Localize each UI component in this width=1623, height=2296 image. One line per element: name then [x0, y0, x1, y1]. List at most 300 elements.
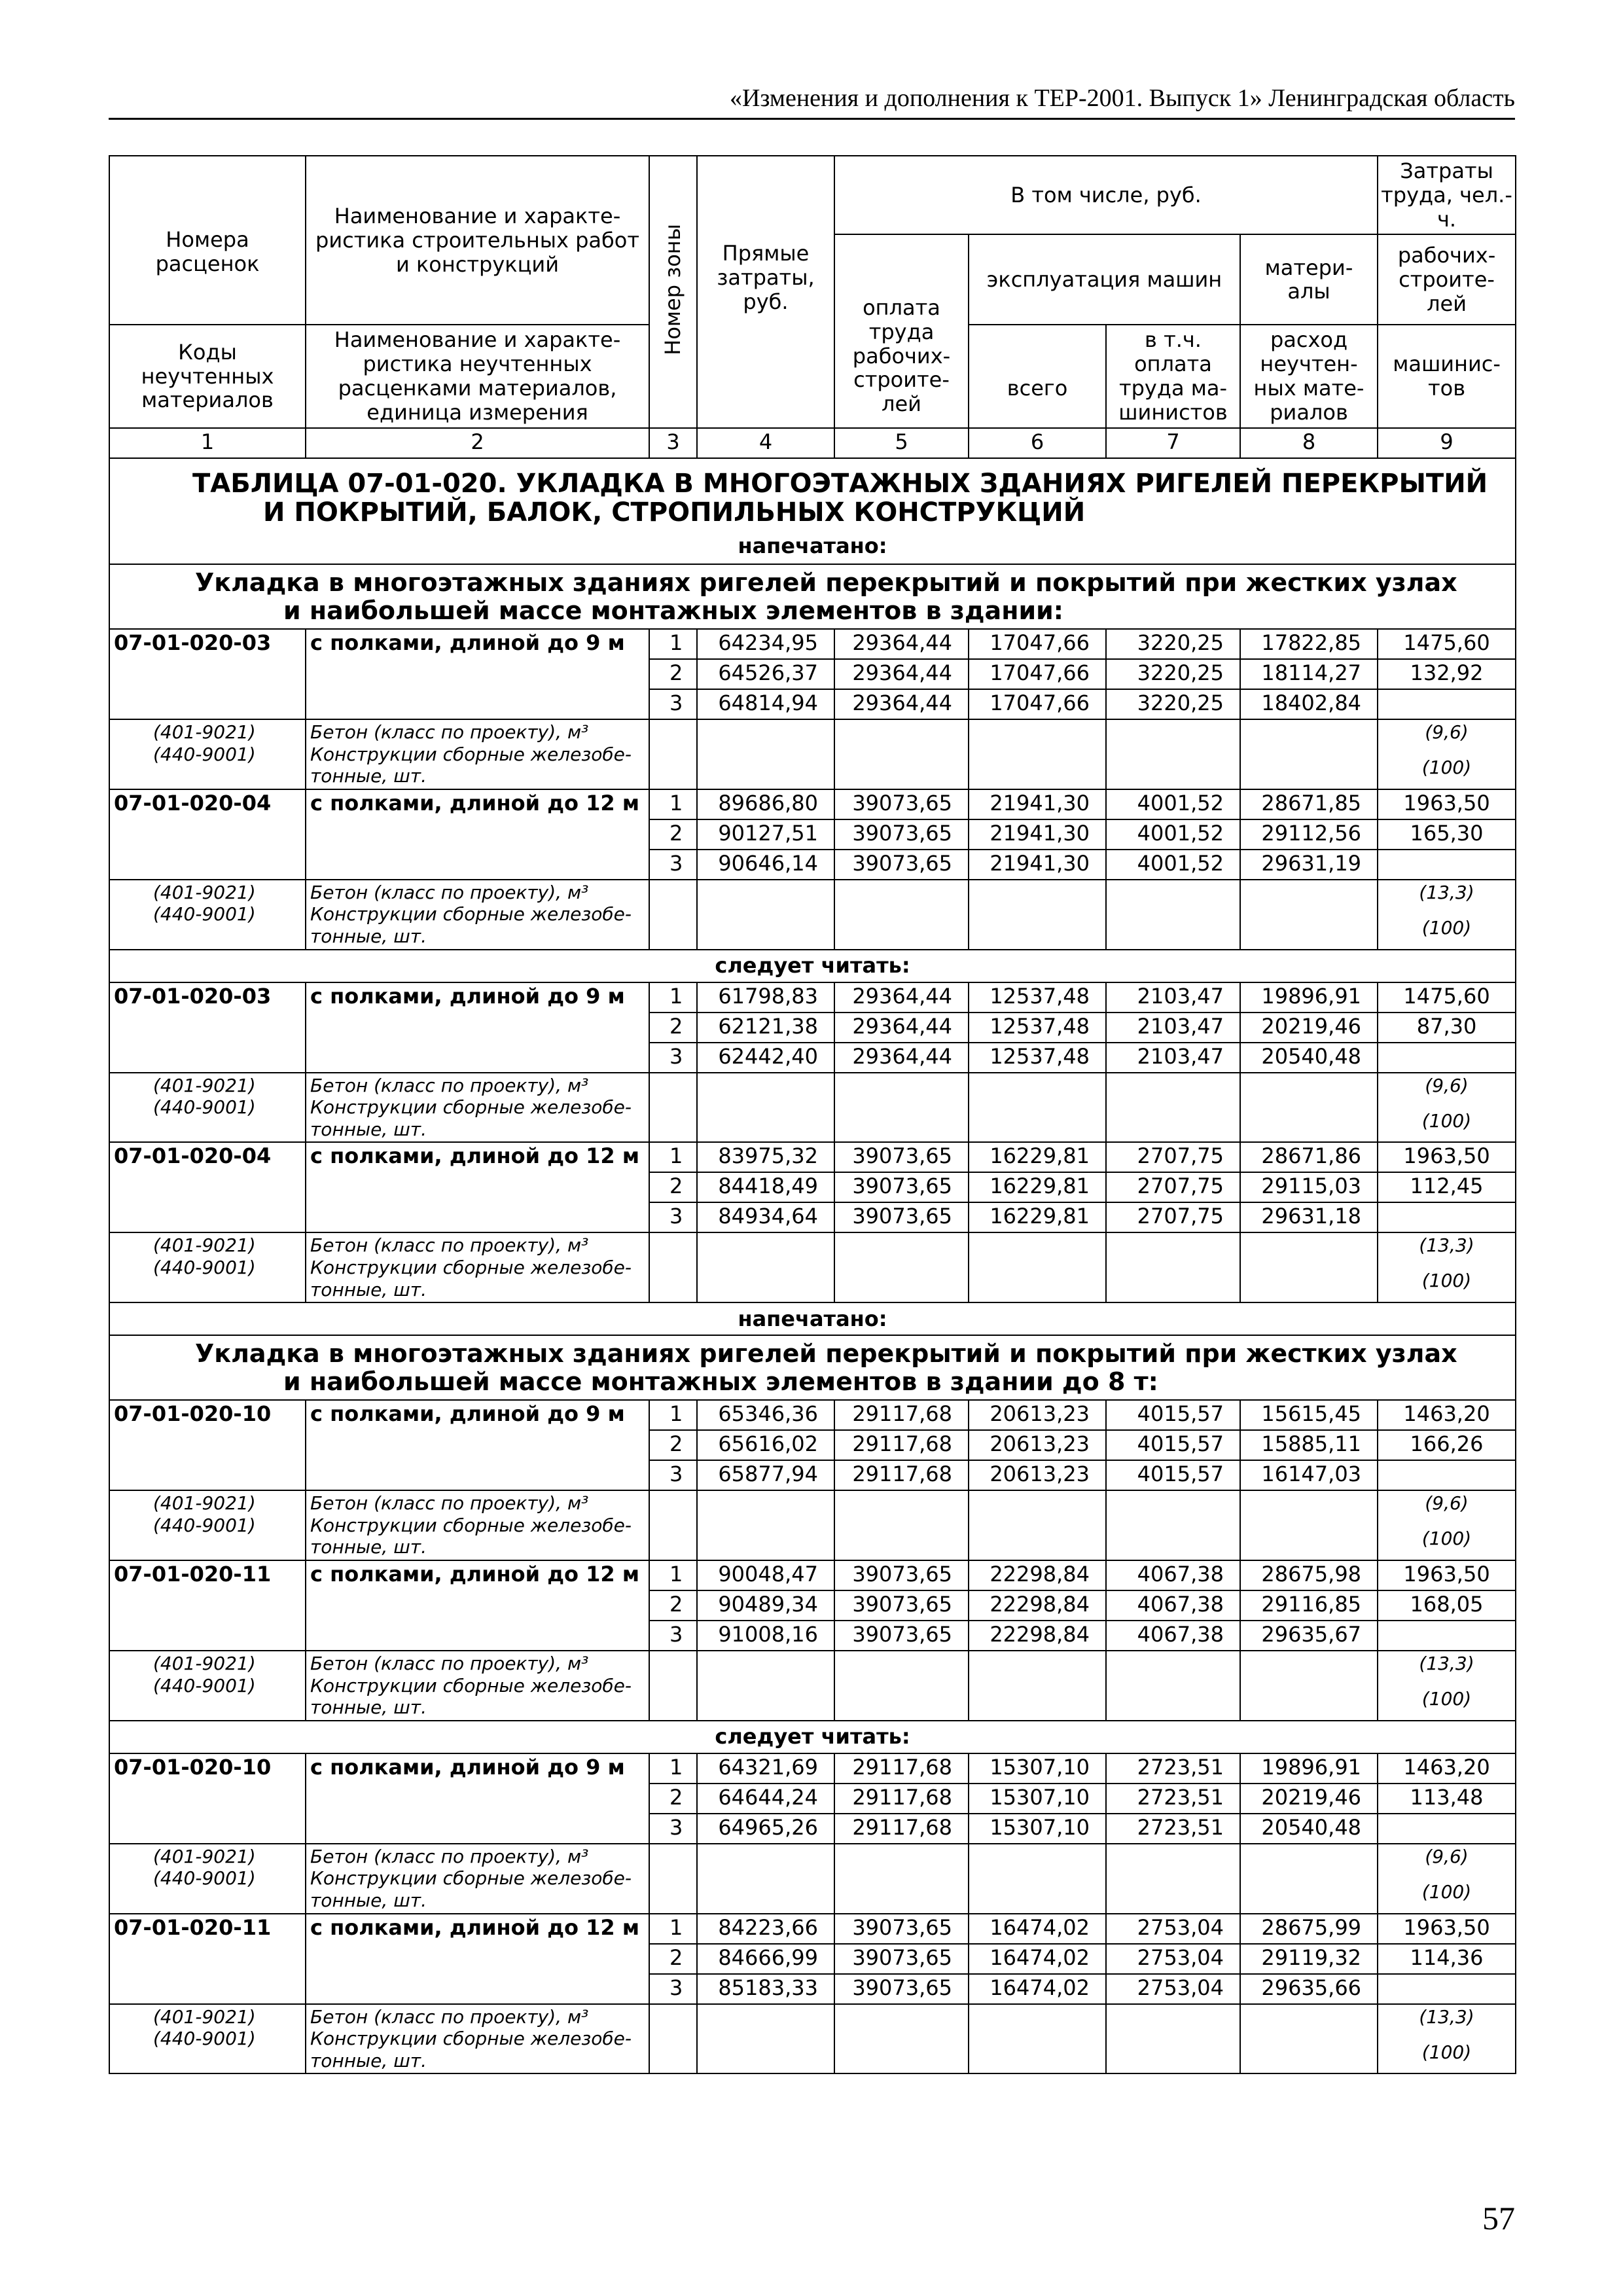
value-cell-mat: 20540,48	[1240, 1814, 1378, 1844]
empty-cell	[1240, 2004, 1378, 2074]
value-cell-direct: 90489,34	[697, 1590, 834, 1621]
value-cell-mach: 16229,81	[969, 1202, 1106, 1232]
section-heading	[109, 1335, 1516, 1400]
value-cell-machpay: 4015,57	[1106, 1400, 1240, 1430]
value-cell-pay: 39073,65	[834, 1142, 969, 1172]
empty-cell	[1106, 1232, 1240, 1302]
material-names	[306, 880, 649, 950]
material-name: Бетон (класс по проекту), м³	[310, 1074, 589, 1096]
empty-cell	[649, 1844, 697, 1914]
value-cell-mat: 18402,84	[1240, 689, 1378, 719]
section-heading-row	[109, 1335, 1516, 1400]
empty-cell	[697, 1844, 834, 1914]
material-names	[306, 1490, 649, 1560]
empty-cell	[649, 2004, 697, 2074]
empty-cell	[1106, 1490, 1240, 1560]
empty-cell	[834, 719, 969, 789]
value-cell-pay: 29117,68	[834, 1753, 969, 1784]
col2-bottom-header: Наименование и характе-ристика неучтенных расценками материалов, единица измерения	[306, 325, 649, 427]
material-code: (440-9001)	[153, 1096, 256, 1119]
zone-cell: 1	[649, 1753, 697, 1784]
value-cell-pay: 39073,65	[834, 1621, 969, 1651]
zone-cell: 2	[649, 1013, 697, 1043]
material-code: (440-9001)	[153, 1674, 256, 1696]
table-row	[109, 789, 1516, 819]
value-cell-direct: 84223,66	[697, 1914, 834, 1944]
material-name: Конструкции сборные железобе-тонные, шт.	[310, 743, 632, 787]
value-cell-mat: 29631,18	[1240, 1202, 1378, 1232]
work-name: с полками, длиной до 9 м	[306, 1753, 649, 1844]
work-name: с полками, длиной до 9 м	[306, 629, 649, 719]
col1-bottom-header: Коды неучтенных материалов	[109, 325, 306, 427]
value-cell-mat: 29112,56	[1240, 819, 1378, 850]
material-codes	[109, 1651, 306, 1721]
value-cell-labor: 1463,20	[1378, 1400, 1516, 1430]
value-cell-direct: 90048,47	[697, 1560, 834, 1590]
empty-cell	[649, 1490, 697, 1560]
material-code: (440-9001)	[153, 1514, 256, 1536]
value-cell-mach: 17047,66	[969, 659, 1106, 689]
value-cell-mat: 20219,46	[1240, 1784, 1378, 1814]
material-name: Конструкции сборные железобе-тонные, шт.	[310, 1514, 632, 1558]
material-name: Конструкции сборные железобе-тонные, шт.	[310, 1674, 632, 1719]
zone-cell: 3	[649, 689, 697, 719]
empty-cell	[649, 1232, 697, 1302]
workers-pay-header: оплата труда рабочих-строите-лей	[834, 234, 969, 427]
empty-cell	[697, 880, 834, 950]
material-names	[306, 1844, 649, 1914]
empty-cell	[969, 1232, 1106, 1302]
zone-cell: 3	[649, 1974, 697, 2004]
value-cell-machpay: 3220,25	[1106, 689, 1240, 719]
workers-labor-header: рабочих-строите-лей	[1378, 234, 1516, 325]
material-quantity: (13,3)	[1419, 881, 1474, 903]
value-cell-machpay: 4015,57	[1106, 1430, 1240, 1460]
value-cell-pay: 39073,65	[834, 850, 969, 880]
status-label: следует читать:	[109, 1721, 1516, 1753]
empty-cell	[649, 1651, 697, 1721]
material-quantities	[1378, 1232, 1516, 1302]
zone-cell: 3	[649, 1202, 697, 1232]
empty-cell	[834, 1844, 969, 1914]
printed-label: напечатано:	[109, 531, 1516, 564]
value-cell-machpay: 2103,47	[1106, 1043, 1240, 1073]
value-cell-pay: 39073,65	[834, 1590, 969, 1621]
zone-cell: 2	[649, 1172, 697, 1202]
value-cell-pay: 39073,65	[834, 1974, 969, 2004]
value-cell-labor: 87,30	[1378, 1013, 1516, 1043]
value-cell-direct: 65346,36	[697, 1400, 834, 1430]
col2-top-header: Наименование и характе-ристика строительных работ и конструкций	[306, 156, 649, 325]
material-name: Бетон (класс по проекту), м³	[310, 1845, 589, 1867]
material-quantity: (9,6)	[1425, 1845, 1469, 1867]
empty-cell	[969, 1651, 1106, 1721]
status-label: напечатано:	[109, 1302, 1516, 1335]
value-cell-labor: 1475,60	[1378, 629, 1516, 659]
material-code: (401-9021)	[153, 1234, 256, 1257]
empty-cell	[834, 1651, 969, 1721]
material-name: Бетон (класс по проекту), м³	[310, 881, 589, 903]
work-name: с полками, длиной до 9 м	[306, 1400, 649, 1490]
column-number: 2	[306, 428, 649, 458]
materials-row	[109, 2004, 1516, 2074]
value-cell-pay: 39073,65	[834, 819, 969, 850]
status-row	[109, 950, 1516, 982]
value-cell-mach: 16474,02	[969, 1974, 1106, 2004]
value-cell-pay: 39073,65	[834, 1914, 969, 1944]
table-title-row	[109, 458, 1516, 532]
value-cell-mach: 12537,48	[969, 1043, 1106, 1073]
rate-code: 07-01-020-10	[109, 1400, 306, 1490]
zone-number-header	[649, 156, 697, 428]
material-quantity: (100)	[1421, 1109, 1472, 1132]
zone-number-label: Номер зоны	[660, 223, 686, 355]
material-codes	[109, 1073, 306, 1143]
value-cell-machpay: 2103,47	[1106, 982, 1240, 1013]
value-cell-labor	[1378, 1974, 1516, 2004]
column-number: 8	[1240, 428, 1378, 458]
material-code: (401-9021)	[153, 1845, 256, 1867]
material-codes	[109, 719, 306, 789]
material-quantity: (9,6)	[1425, 721, 1469, 744]
value-cell-mat: 19896,91	[1240, 982, 1378, 1013]
value-cell-pay: 29364,44	[834, 659, 969, 689]
section-heading-line2: и наибольшей массе монтажных элементов в здании:	[283, 596, 1063, 625]
value-cell-mat: 17822,85	[1240, 629, 1378, 659]
value-cell-pay: 39073,65	[834, 1172, 969, 1202]
value-cell-direct: 84934,64	[697, 1202, 834, 1232]
column-number: 6	[969, 428, 1106, 458]
zone-cell: 2	[649, 1944, 697, 1974]
empty-cell	[969, 719, 1106, 789]
material-quantities	[1378, 1844, 1516, 1914]
zone-cell: 1	[649, 1142, 697, 1172]
value-cell-machpay: 2753,04	[1106, 1914, 1240, 1944]
rate-code: 07-01-020-11	[109, 1560, 306, 1651]
value-cell-mach: 20613,23	[969, 1400, 1106, 1430]
incl-header: В том числе, руб.	[834, 156, 1378, 234]
table-title	[109, 458, 1516, 532]
zone-cell: 2	[649, 1590, 697, 1621]
value-cell-direct: 64965,26	[697, 1814, 834, 1844]
zone-cell: 1	[649, 789, 697, 819]
section-heading-row	[109, 564, 1516, 629]
col1-top-header: Номера расценок	[109, 156, 306, 325]
empty-cell	[834, 880, 969, 950]
work-name: с полками, длиной до 12 м	[306, 789, 649, 880]
value-cell-direct: 61798,83	[697, 982, 834, 1013]
value-cell-mach: 12537,48	[969, 1013, 1106, 1043]
value-cell-direct: 65616,02	[697, 1430, 834, 1460]
work-name: с полками, длиной до 12 м	[306, 1142, 649, 1232]
empty-cell	[834, 1490, 969, 1560]
empty-cell	[697, 1073, 834, 1143]
table-row	[109, 1142, 1516, 1172]
empty-cell	[969, 1844, 1106, 1914]
value-cell-mat: 29635,67	[1240, 1621, 1378, 1651]
zone-cell: 3	[649, 1460, 697, 1490]
material-name: Конструкции сборные железобе-тонные, шт.	[310, 1096, 632, 1140]
zone-cell: 1	[649, 629, 697, 659]
column-number: 1	[109, 428, 306, 458]
value-cell-direct: 83975,32	[697, 1142, 834, 1172]
value-cell-mat: 29635,66	[1240, 1974, 1378, 2004]
column-number: 3	[649, 428, 697, 458]
empty-cell	[1240, 1232, 1378, 1302]
value-cell-direct: 91008,16	[697, 1621, 834, 1651]
empty-cell	[1106, 880, 1240, 950]
empty-cell	[1240, 1073, 1378, 1143]
value-cell-labor	[1378, 1460, 1516, 1490]
value-cell-labor	[1378, 1202, 1516, 1232]
column-number: 5	[834, 428, 969, 458]
value-cell-mat: 20219,46	[1240, 1013, 1378, 1043]
value-cell-direct: 62442,40	[697, 1043, 834, 1073]
table-row	[109, 1400, 1516, 1430]
work-name: с полками, длиной до 12 м	[306, 1560, 649, 1651]
value-cell-machpay: 4001,52	[1106, 850, 1240, 880]
material-code: (440-9001)	[153, 743, 256, 765]
value-cell-direct: 89686,80	[697, 789, 834, 819]
material-quantities	[1378, 719, 1516, 789]
value-cell-machpay: 2723,51	[1106, 1814, 1240, 1844]
empty-cell	[1106, 1844, 1240, 1914]
empty-cell	[834, 2004, 969, 2074]
value-cell-labor	[1378, 689, 1516, 719]
column-number: 9	[1378, 428, 1516, 458]
empty-cell	[1106, 1073, 1240, 1143]
material-name: Конструкции сборные железобе-тонные, шт.	[310, 903, 632, 948]
empty-cell	[834, 1073, 969, 1143]
empty-cell	[697, 1490, 834, 1560]
value-cell-pay: 29117,68	[834, 1784, 969, 1814]
empty-cell	[1240, 1651, 1378, 1721]
material-code: (401-9021)	[153, 1492, 256, 1515]
zone-cell: 3	[649, 1814, 697, 1844]
empty-cell	[1240, 880, 1378, 950]
material-name: Бетон (класс по проекту), м³	[310, 1492, 589, 1515]
work-name: с полками, длиной до 9 м	[306, 982, 649, 1073]
value-cell-mat: 28671,85	[1240, 789, 1378, 819]
value-cell-mat: 29119,32	[1240, 1944, 1378, 1974]
table-row	[109, 1753, 1516, 1784]
table-row	[109, 629, 1516, 659]
rate-code: 07-01-020-04	[109, 1142, 306, 1232]
value-cell-labor: 1963,50	[1378, 1560, 1516, 1590]
section-heading-line1: Укладка в многоэтажных зданиях ригелей перекрытий и покрытий при жестких узлах	[195, 567, 1457, 597]
zone-cell: 3	[649, 1043, 697, 1073]
table-title-line2: И ПОКРЫТИЙ, БАЛОК, СТРОПИЛЬНЫХ КОНСТРУКЦИЙ	[263, 497, 1086, 528]
value-cell-direct: 64321,69	[697, 1753, 834, 1784]
material-code: (401-9021)	[153, 721, 256, 744]
material-name: Конструкции сборные железобе-тонные, шт.	[310, 1257, 632, 1300]
value-cell-pay: 29117,68	[834, 1430, 969, 1460]
value-cell-mach: 15307,10	[969, 1814, 1106, 1844]
material-quantities	[1378, 1651, 1516, 1721]
value-cell-mach: 17047,66	[969, 689, 1106, 719]
value-cell-mach: 15307,10	[969, 1753, 1106, 1784]
material-quantity: (100)	[1421, 757, 1472, 779]
material-quantity: (100)	[1421, 1688, 1472, 1710]
running-header: «Изменения и дополнения к ТЕР-2001. Выпуск 1» Ленинградская область	[109, 84, 1515, 120]
value-cell-mach: 22298,84	[969, 1621, 1106, 1651]
column-number: 7	[1106, 428, 1240, 458]
material-quantities	[1378, 1490, 1516, 1560]
value-cell-machpay: 4015,57	[1106, 1460, 1240, 1490]
materials-row	[109, 880, 1516, 950]
value-cell-direct: 84418,49	[697, 1172, 834, 1202]
value-cell-mat: 29116,85	[1240, 1590, 1378, 1621]
value-cell-labor: 114,36	[1378, 1944, 1516, 1974]
section-heading-line1: Укладка в многоэтажных зданиях ригелей перекрытий и покрытий при жестких узлах	[195, 1339, 1457, 1369]
material-quantities	[1378, 880, 1516, 950]
material-quantities	[1378, 2004, 1516, 2074]
material-names	[306, 1232, 649, 1302]
materials-row	[109, 1844, 1516, 1914]
zone-cell: 1	[649, 1914, 697, 1944]
column-number-row	[109, 428, 1516, 458]
value-cell-labor: 1963,50	[1378, 789, 1516, 819]
zone-cell: 3	[649, 850, 697, 880]
value-cell-mach: 12537,48	[969, 982, 1106, 1013]
table-row	[109, 1914, 1516, 1944]
value-cell-machpay: 4067,38	[1106, 1621, 1240, 1651]
value-cell-machpay: 2707,75	[1106, 1142, 1240, 1172]
table-title-line1: ТАБЛИЦА 07-01-020. УКЛАДКА В МНОГОЭТАЖНЫХ ЗДАНИЯХ РИГЕЛЕЙ ПЕРЕКРЫТИЙ	[192, 468, 1488, 499]
machines-total-header: всего	[969, 325, 1106, 427]
value-cell-machpay: 3220,25	[1106, 659, 1240, 689]
material-codes	[109, 1232, 306, 1302]
value-cell-mat: 16147,03	[1240, 1460, 1378, 1490]
value-cell-direct: 64526,37	[697, 659, 834, 689]
empty-cell	[649, 880, 697, 950]
value-cell-direct: 90646,14	[697, 850, 834, 880]
rate-code: 07-01-020-10	[109, 1753, 306, 1844]
materials-row	[109, 1651, 1516, 1721]
value-cell-labor: 1963,50	[1378, 1914, 1516, 1944]
material-quantity: (13,3)	[1419, 1653, 1474, 1675]
material-name: Бетон (класс по проекту), м³	[310, 1653, 589, 1675]
empty-cell	[697, 1232, 834, 1302]
zone-cell: 2	[649, 1784, 697, 1814]
material-code: (440-9001)	[153, 1867, 256, 1890]
value-cell-machpay: 4067,38	[1106, 1590, 1240, 1621]
materials-row	[109, 1490, 1516, 1560]
value-cell-machpay: 2707,75	[1106, 1172, 1240, 1202]
rate-table	[109, 155, 1516, 2074]
value-cell-pay: 29364,44	[834, 629, 969, 659]
value-cell-labor: 166,26	[1378, 1430, 1516, 1460]
value-cell-pay: 39073,65	[834, 789, 969, 819]
material-quantity: (100)	[1421, 916, 1472, 939]
value-cell-pay: 29117,68	[834, 1814, 969, 1844]
machines-header: эксплуатация машин	[969, 234, 1240, 325]
value-cell-direct: 64814,94	[697, 689, 834, 719]
value-cell-mat: 28675,98	[1240, 1560, 1378, 1590]
value-cell-machpay: 4001,52	[1106, 819, 1240, 850]
value-cell-direct: 65877,94	[697, 1460, 834, 1490]
value-cell-direct: 84666,99	[697, 1944, 834, 1974]
empty-cell	[969, 1490, 1106, 1560]
empty-cell	[969, 1073, 1106, 1143]
empty-cell	[1240, 719, 1378, 789]
status-row	[109, 1721, 1516, 1753]
value-cell-labor: 132,92	[1378, 659, 1516, 689]
value-cell-labor	[1378, 1043, 1516, 1073]
value-cell-mat: 29115,03	[1240, 1172, 1378, 1202]
table-row	[109, 982, 1516, 1013]
materials-row	[109, 719, 1516, 789]
material-names	[306, 1651, 649, 1721]
printed-label-row	[109, 531, 1516, 564]
labor-costs-header: Затраты труда, чел.-ч.	[1378, 156, 1516, 234]
value-cell-mach: 22298,84	[969, 1590, 1106, 1621]
rate-code: 07-01-020-03	[109, 629, 306, 719]
work-name: с полками, длиной до 12 м	[306, 1914, 649, 2004]
material-code: (401-9021)	[153, 1653, 256, 1675]
material-code: (440-9001)	[153, 903, 256, 925]
value-cell-pay: 29364,44	[834, 1043, 969, 1073]
value-cell-pay: 29364,44	[834, 689, 969, 719]
value-cell-mach: 20613,23	[969, 1460, 1106, 1490]
rate-code: 07-01-020-03	[109, 982, 306, 1073]
material-quantity: (100)	[1421, 1528, 1472, 1550]
value-cell-labor: 1963,50	[1378, 1142, 1516, 1172]
value-cell-machpay: 2753,04	[1106, 1974, 1240, 2004]
value-cell-machpay: 2707,75	[1106, 1202, 1240, 1232]
value-cell-direct: 62121,38	[697, 1013, 834, 1043]
materials-consumption-header: расход неучтен-ных мате-риалов	[1240, 325, 1378, 427]
value-cell-mat: 15885,11	[1240, 1430, 1378, 1460]
material-names	[306, 2004, 649, 2074]
empty-cell	[697, 719, 834, 789]
empty-cell	[1240, 1490, 1378, 1560]
value-cell-pay: 29117,68	[834, 1460, 969, 1490]
value-cell-pay: 29117,68	[834, 1400, 969, 1430]
material-code: (401-9021)	[153, 1074, 256, 1096]
material-codes	[109, 1844, 306, 1914]
value-cell-pay: 29364,44	[834, 1013, 969, 1043]
material-quantity: (100)	[1421, 1270, 1472, 1292]
material-quantity: (9,6)	[1425, 1492, 1469, 1515]
value-cell-machpay: 2723,51	[1106, 1753, 1240, 1784]
value-cell-mach: 21941,30	[969, 850, 1106, 880]
zone-cell: 2	[649, 1430, 697, 1460]
value-cell-machpay: 4067,38	[1106, 1560, 1240, 1590]
material-name: Конструкции сборные железобе-тонные, шт.	[310, 2028, 632, 2072]
rate-code: 07-01-020-11	[109, 1914, 306, 2004]
value-cell-pay: 39073,65	[834, 1944, 969, 1974]
rate-code: 07-01-020-04	[109, 789, 306, 880]
value-cell-mach: 22298,84	[969, 1560, 1106, 1590]
material-names	[306, 1073, 649, 1143]
value-cell-labor: 1475,60	[1378, 982, 1516, 1013]
material-quantity: (100)	[1421, 2041, 1472, 2063]
value-cell-mach: 16474,02	[969, 1944, 1106, 1974]
value-cell-mat: 18114,27	[1240, 659, 1378, 689]
direct-costs-header: Прямые затраты, руб.	[697, 156, 834, 428]
value-cell-mach: 20613,23	[969, 1430, 1106, 1460]
material-quantity: (13,3)	[1419, 2005, 1474, 2028]
zone-cell: 1	[649, 1560, 697, 1590]
value-cell-mach: 15307,10	[969, 1784, 1106, 1814]
material-code: (401-9021)	[153, 881, 256, 903]
material-name: Бетон (класс по проекту), м³	[310, 1234, 589, 1257]
value-cell-machpay: 4001,52	[1106, 789, 1240, 819]
value-cell-machpay: 2723,51	[1106, 1784, 1240, 1814]
material-code: (401-9021)	[153, 2005, 256, 2028]
material-quantity: (13,3)	[1419, 1234, 1474, 1257]
